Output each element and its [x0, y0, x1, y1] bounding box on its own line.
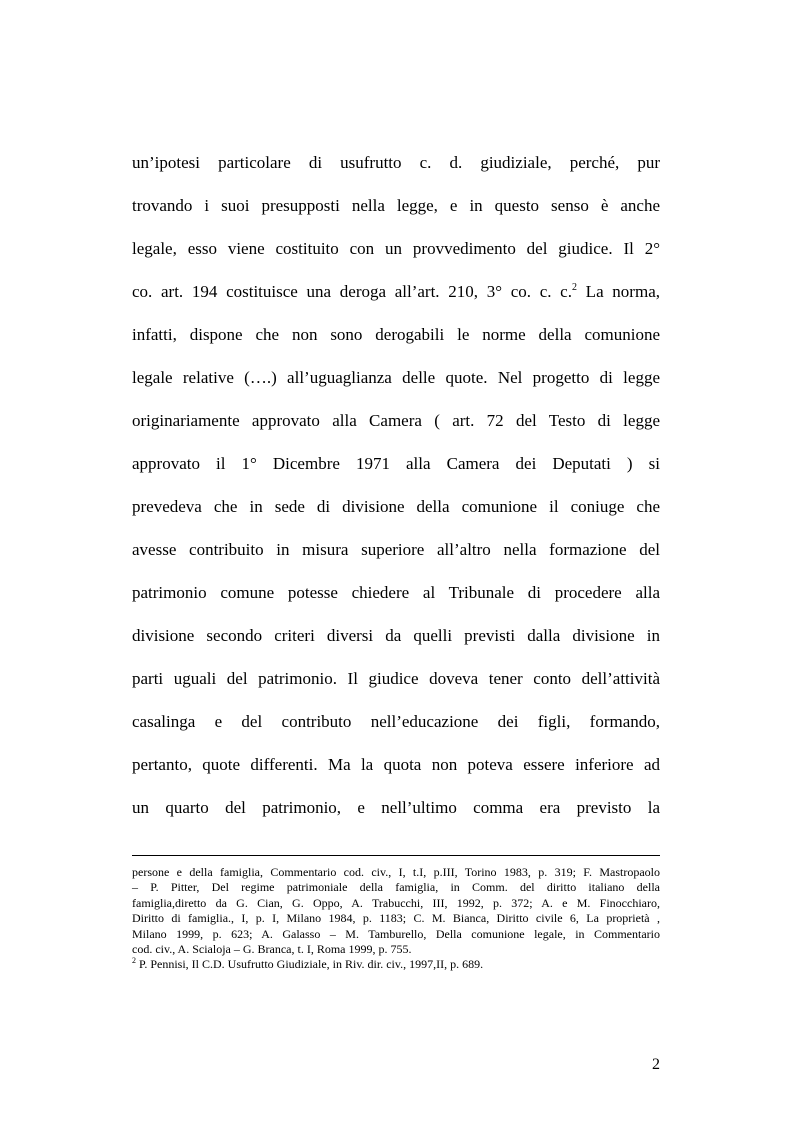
text-line-8: approvato il 1° Dicembre 1971 alla Camera dei Deputati ) si	[132, 454, 660, 473]
footnote-ref-2: 2	[571, 282, 577, 293]
text-line-3: legale, esso viene costituito con un provvedimento del giudice. Il 2°	[132, 239, 660, 258]
main-text	[132, 143, 660, 831]
page-number: 2	[652, 1056, 660, 1073]
text-line-4-main: co. art. 194 costituisce una deroga all’art. 210, 3° co. c. c.	[132, 282, 572, 301]
footnote-2-marker: 2	[132, 956, 136, 966]
footnote-line-1: persone e della famiglia, Commentario cod. civ., I, t.I, p.III, Torino 1983, p. 319; F. Mastropaolo	[132, 865, 660, 879]
footnote-line-3: famiglia,diretto da G. Cian, G. Oppo, A. Trabucchi, III, 1992, p. 372; A. e M. Finocchiaro,	[132, 895, 660, 910]
text-line-9: prevedeva che in sede di divisione della comunione il coniuge che	[132, 497, 660, 516]
text-line-16: un quarto del patrimonio, e nell’ultimo comma era previsto la	[132, 798, 660, 817]
footnote-line-5: Milano 1999, p. 623; A. Galasso – M. Tamburello, Della comunione legale, in Commentario	[132, 926, 660, 941]
text-line-10: avesse contribuito in misura superiore all’altro nella formazione del	[132, 540, 660, 559]
text-line-4	[132, 272, 660, 315]
footnote-line-2: – P. Pitter, Del regime patrimoniale della famiglia, in Comm. del diritto italiano della	[132, 880, 660, 895]
text-line-6: legale relative (….) all’uguaglianza delle quote. Nel progetto di legge	[132, 368, 660, 387]
text-line-12: divisione secondo criteri diversi da quelli previsti dalla divisione in	[132, 626, 660, 645]
text-line-5: infatti, dispone che non sono derogabili le norme della comunione	[132, 325, 660, 344]
text-line-15: pertanto, quote differenti. Ma la quota non poteva essere inferiore ad	[132, 755, 660, 774]
footnote-line-4: Diritto di famiglia., I, p. I, Milano 1984, p. 1183; C. M. Bianca, Diritto civile 6, La proprietà ,	[132, 911, 660, 926]
text-line-13: parti uguali del patrimonio. Il giudice doveva tener conto dell’attività	[132, 669, 660, 688]
text-line-11: patrimonio comune potesse chiedere al Tribunale di procedere alla	[132, 583, 660, 602]
footnotes	[132, 865, 660, 973]
footnote-separator	[132, 855, 660, 856]
footnote-line-6: cod. civ., A. Scialoja – G. Branca, t. I, Roma 1999, p. 755.	[132, 942, 412, 957]
text-line-14: casalinga e del contributo nell’educazione dei figli, formando,	[132, 712, 660, 731]
text-line-1: un’ipotesi particolare di usufrutto c. d. giudiziale, perché, pur	[132, 153, 660, 172]
footnote-2	[132, 957, 660, 972]
text-line-7: originariamente approvato alla Camera ( art. 72 del Testo di legge	[132, 411, 660, 430]
footnote-2-text: P. Pennisi, Il C.D. Usufrutto Giudiziale, in Riv. dir. civ., 1997,II, p. 689.	[136, 957, 484, 972]
text-line-4-tail: La norma,	[576, 282, 660, 301]
text-line-2: trovando i suoi presupposti nella legge, e in questo senso è anche	[132, 196, 660, 215]
